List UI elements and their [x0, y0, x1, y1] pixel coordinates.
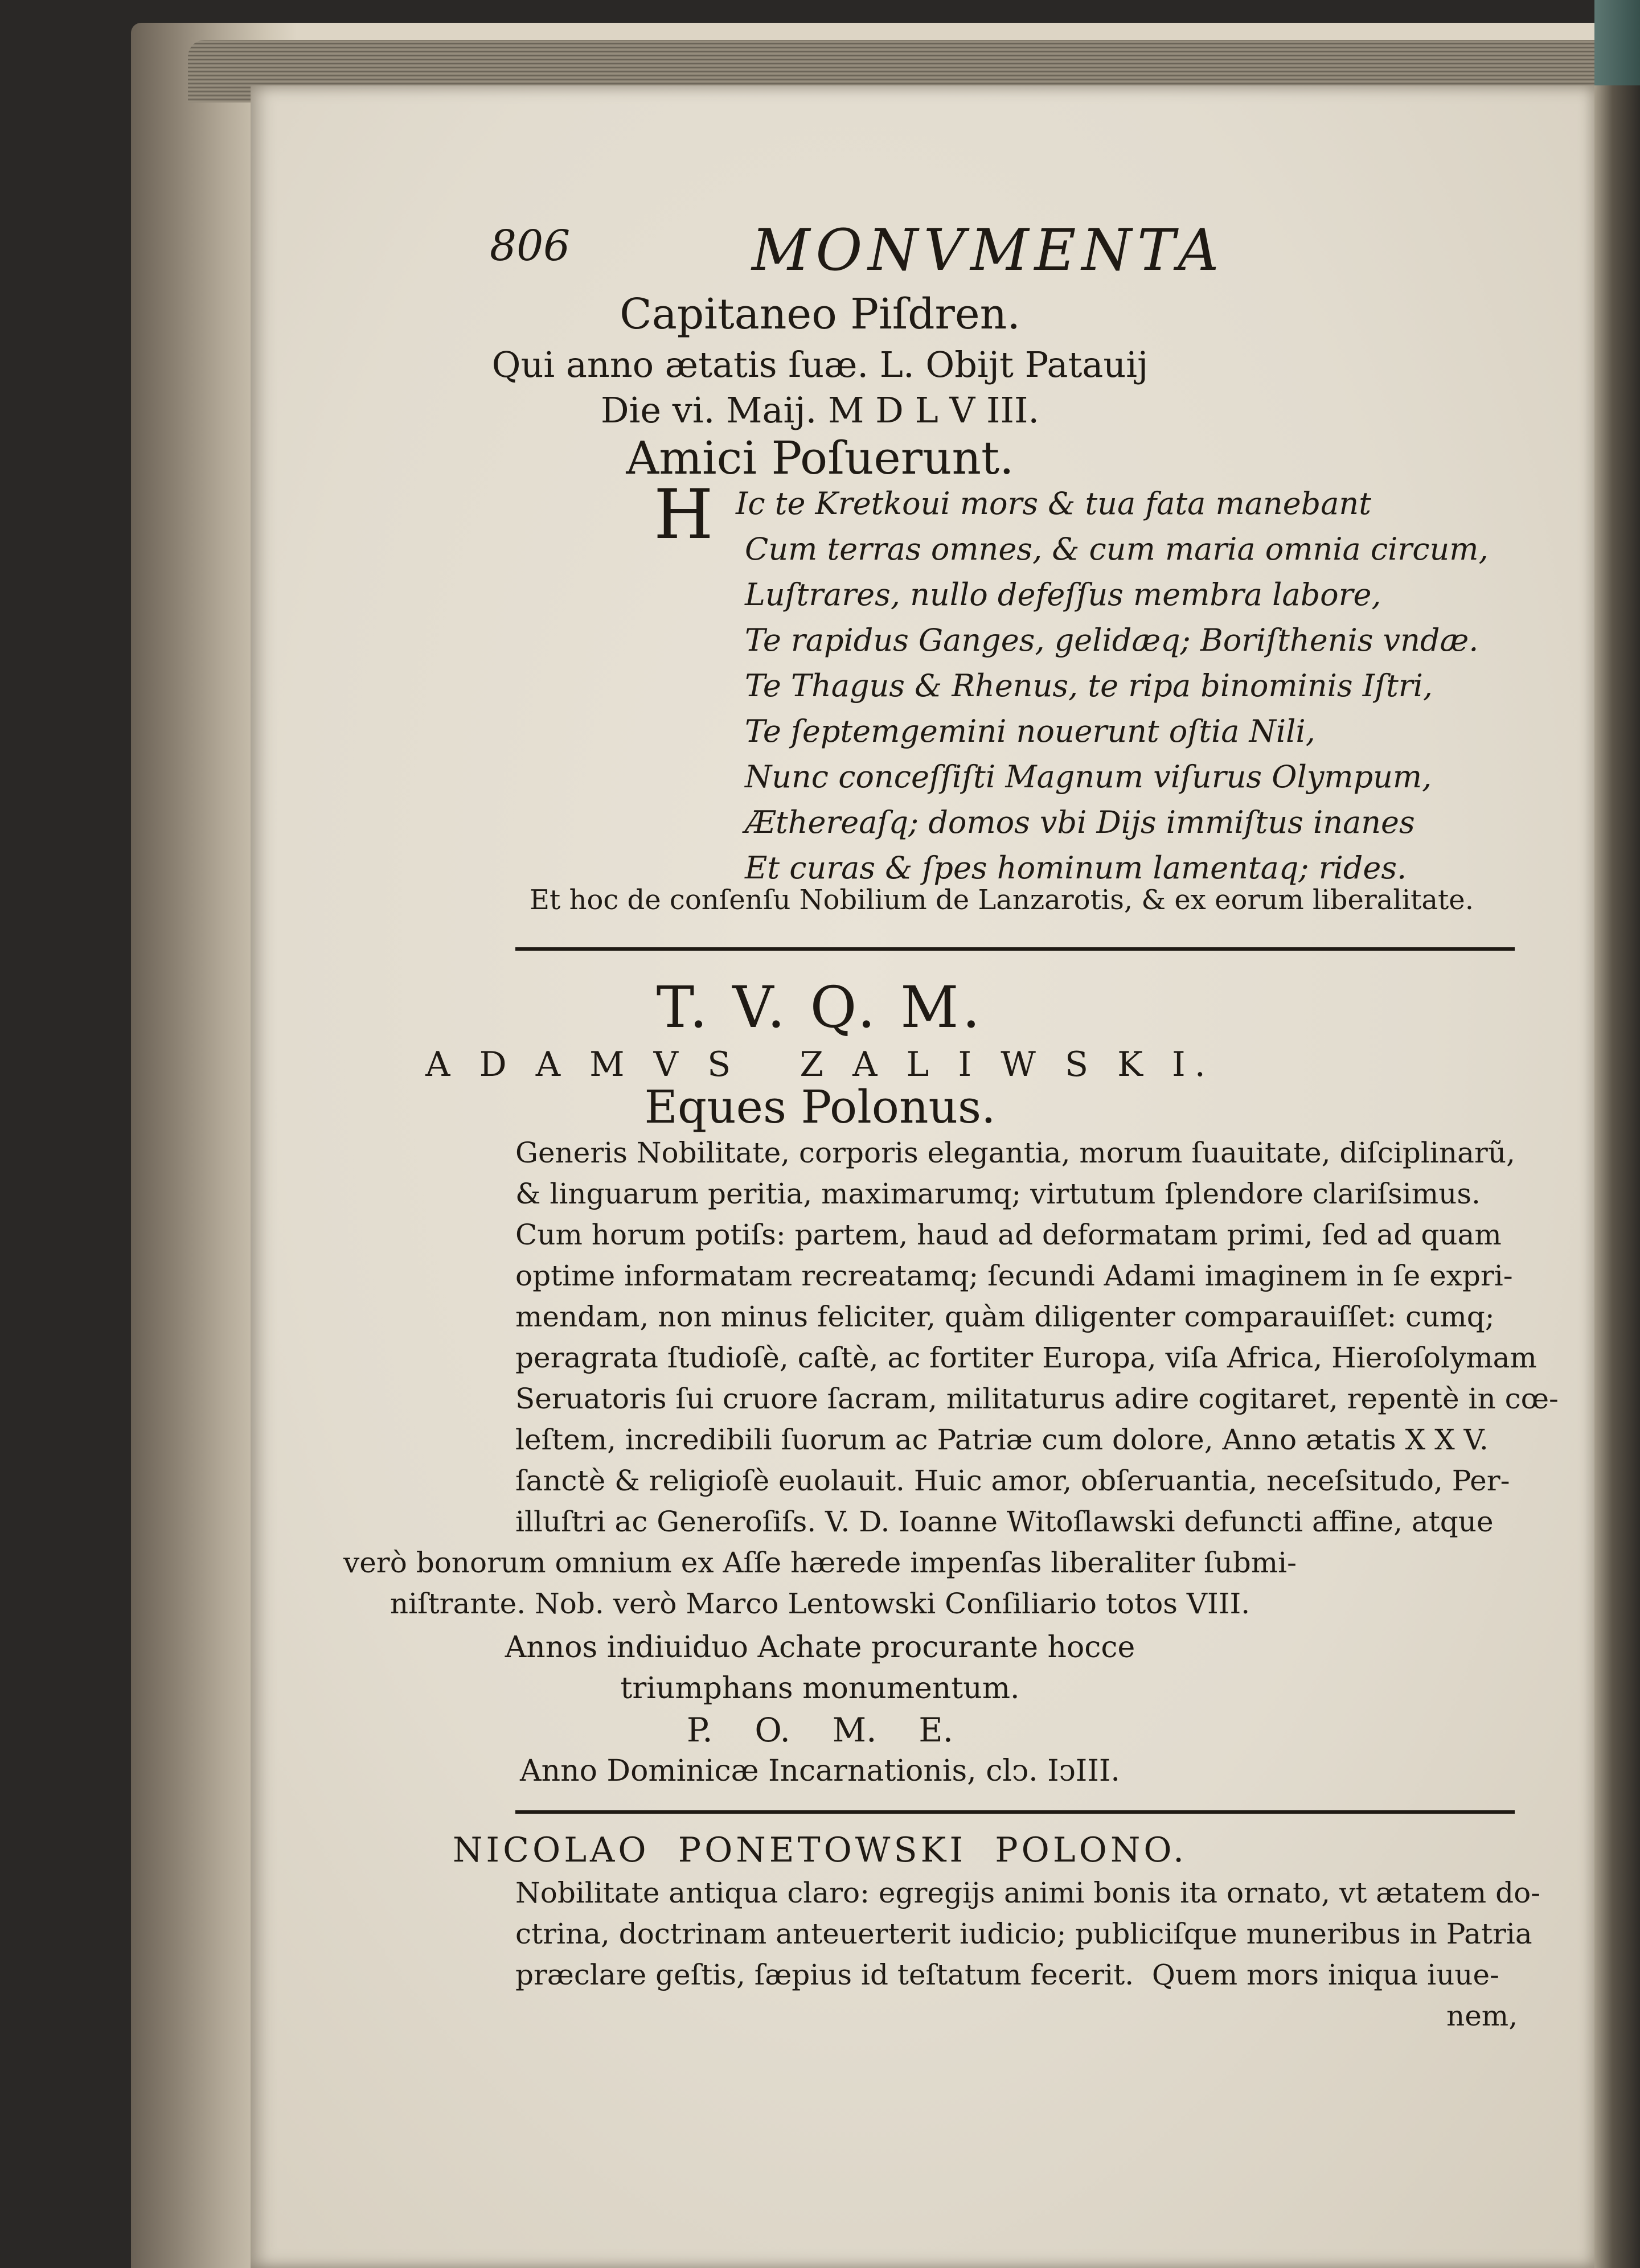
drop-cap: H	[654, 475, 714, 554]
body-line: Seruatoris ſui cruore ſacram, militaturus adire cogitaret, repentè in cœ-	[515, 1382, 1559, 1415]
body-line: optime informatam recreatamq; ſecundi Adami imaginem in ſe expri-	[515, 1259, 1513, 1292]
body-line: peragrata ſtudioſè, caſtè, ac fortiter Europa, viſa Africa, Hieroſolymam	[515, 1341, 1537, 1374]
epitaph1-closing: Et hoc de conſenſu Nobilium de Lanzarotis, & ex eorum liberalitate.	[530, 884, 1474, 916]
body-line: præclare geſtis, ſæpius id teſtatum fecerit. Quem mors iniqua iuue-	[515, 1958, 1499, 1991]
center-line: Anno Dominicæ Incarnationis, clↄ. IↄIII.	[520, 1754, 1120, 1788]
epitaph2-subtitle: Eques Polonus.	[644, 1080, 996, 1133]
body-line: ſanctè & religioſè euolauit. Huic amor, obſeruantia, neceſsitudo, Per-	[515, 1464, 1510, 1497]
epitaph2-title: T. V. Q. M.	[656, 974, 984, 1041]
center-line: Annos indiuiduo Achate procurante hocce	[505, 1630, 1135, 1665]
body-line: Generis Nobilitate, corporis elegantia, morum ſuauitate, diſciplinarũ,	[515, 1136, 1515, 1169]
catchword: nem,	[1446, 1999, 1518, 2032]
body-line: Cum horum potiſs: partem, haud ad deformatam primi, ſed ad quam	[515, 1218, 1502, 1251]
verse-line: Et curas & ſpes hominum lamentaq; rides.	[745, 850, 1407, 886]
epitaph3-heading: NICOLAO PONETOWSKI POLONO.	[452, 1830, 1188, 1870]
center-line: P. O. M. E.	[686, 1711, 954, 1749]
verse-line: Æthereaſq; domos vbi Dijs immiſtus inanes	[745, 804, 1415, 840]
verse-line: Luſtrares, nullo defeſſus membra labore,	[745, 577, 1381, 613]
book-gutter	[1594, 57, 1640, 2268]
body-line: Nobilitate antiqua claro: egregijs animi bonis ita ornato, vt ætatem do-	[515, 1876, 1541, 1909]
body-line: illuſtri ac Generoſiſs. V. D. Ioanne Witoſlawski defuncti affine, atque	[515, 1505, 1494, 1538]
separator-rule	[515, 1810, 1515, 1814]
epitaph1-line: Amici Poſuerunt.	[626, 432, 1014, 484]
verse-line: Te ſeptemgemini nouerunt oſtia Nili,	[745, 713, 1315, 749]
page-number: 806	[490, 221, 571, 270]
epitaph2-name: A D A M V S Z A L I W S K I.	[425, 1045, 1215, 1084]
separator-rule	[515, 947, 1515, 951]
verse-line: Te rapidus Ganges, gelidæq; Boriſthenis vndæ.	[745, 622, 1479, 658]
spine-bookmark	[1594, 0, 1640, 85]
epitaph1-line: Qui anno ætatis ſuæ. L. Obijt Patauij	[491, 344, 1149, 385]
body-line: niſtrante. Nob. verò Marco Lentowski Conſiliario totos VIII.	[390, 1587, 1250, 1620]
verse-line: Cum terras omnes, & cum maria omnia circum,	[745, 531, 1489, 567]
verse-line: Te Thagus & Rhenus, te ripa binominis Iſtri,	[745, 668, 1433, 704]
running-title: MONVMENTA	[752, 217, 1225, 284]
body-line: verò bonorum omnium ex Aſſe hærede impenſas liberaliter ſubmi-	[343, 1546, 1297, 1579]
epitaph1-line: Capitaneo Piſdren.	[620, 290, 1020, 339]
body-line: mendam, non minus feliciter, quàm diligenter comparauiſſet: cumq;	[515, 1300, 1495, 1333]
center-line: triumphans monumentum.	[620, 1671, 1020, 1706]
body-line: & linguarum peritia, maximarumq; virtutum ſplendore clariſsimus.	[515, 1177, 1481, 1210]
body-line: ctrina, doctrinam anteuerterit iudicio; publiciſque muneribus in Patria	[515, 1917, 1532, 1950]
body-line: leſtem, incredibili ſuorum ac Patriæ cum dolore, Anno ætatis X X V.	[515, 1423, 1489, 1456]
verse-line: Nunc conceſſiſti Magnum viſurus Olympum,	[745, 759, 1432, 795]
epitaph1-line: Die vi. Maij. M D L V III.	[600, 389, 1040, 431]
verse-line: Ic te Kretkoui mors & tua fata manebant	[736, 486, 1371, 521]
